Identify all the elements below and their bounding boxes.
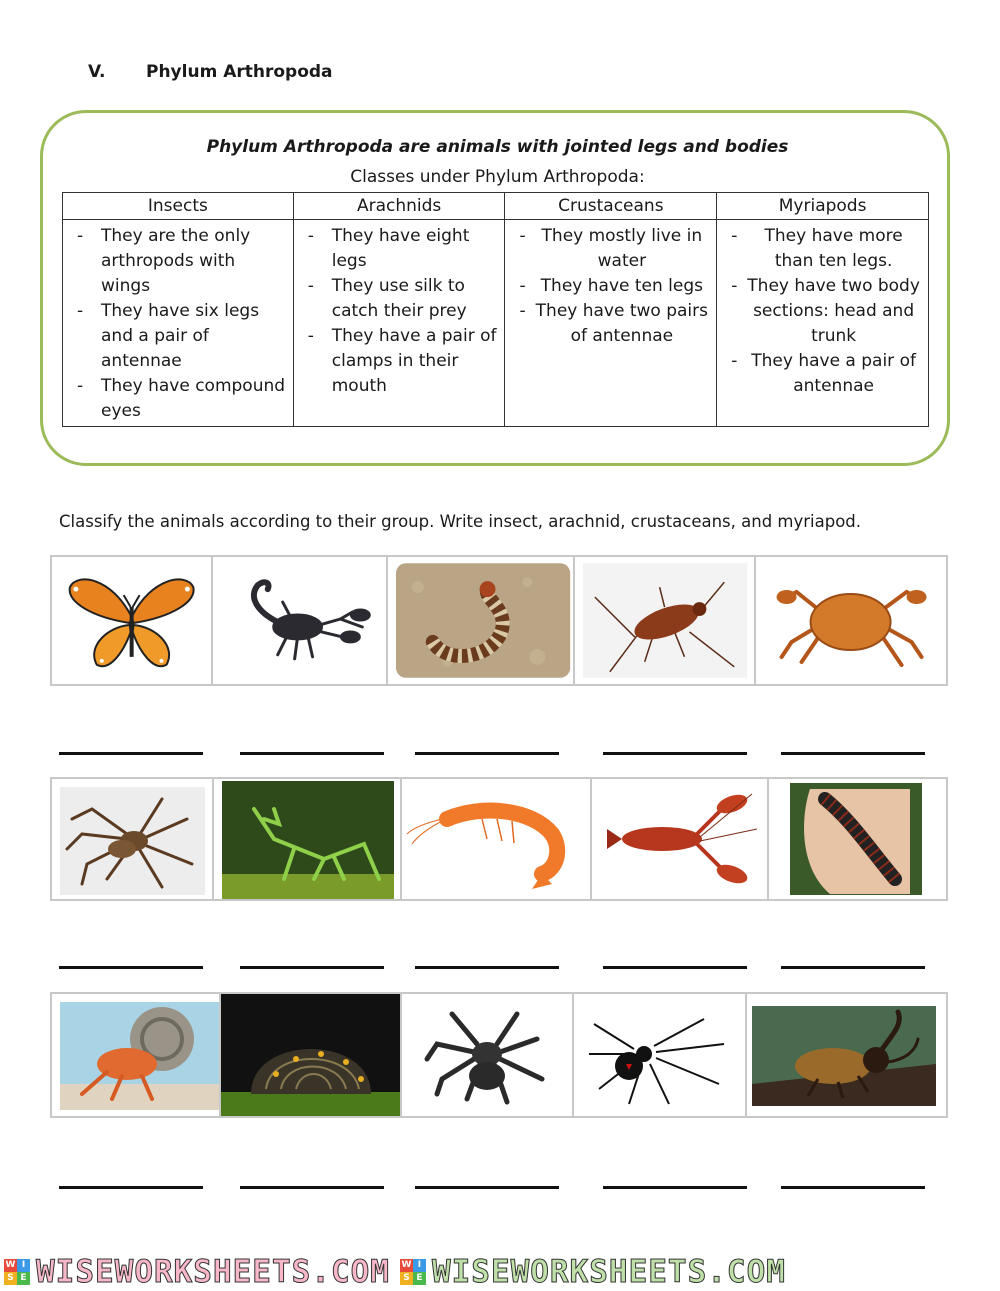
- fact-item: - They have a pair of antennae: [721, 349, 924, 399]
- cockroach-image: [575, 557, 756, 684]
- instruction-text: Classify the animals according to their group. Write insect, arachnid, crustaceans, and myriapod.: [59, 512, 862, 531]
- fact-item: - They have compound eyes: [67, 374, 289, 424]
- column-header-insects: Insects: [63, 193, 294, 220]
- answer-line[interactable]: [59, 752, 203, 755]
- section-number: V.: [88, 62, 106, 82]
- black-widow-spider-image: [574, 994, 747, 1116]
- logo-letter: E: [17, 1272, 30, 1285]
- logo-letter: E: [413, 1272, 426, 1285]
- fact-item: - They have ten legs: [509, 274, 712, 299]
- millipede-image: [769, 779, 944, 899]
- classes-table: [62, 192, 929, 427]
- logo-letter: I: [17, 1259, 30, 1272]
- lobster-image: [592, 779, 769, 899]
- logo-letter: S: [400, 1272, 413, 1285]
- crustaceans-facts: [505, 220, 717, 427]
- logo-letter: I: [413, 1259, 426, 1272]
- watermark: [400, 1254, 786, 1290]
- answer-line[interactable]: [781, 1186, 925, 1189]
- answer-line[interactable]: [415, 966, 559, 969]
- watermark-footer: [0, 1252, 1000, 1291]
- butterfly-image: [52, 557, 213, 684]
- watermark: [4, 1254, 390, 1290]
- animal-row-3: [50, 992, 948, 1118]
- fact-item: - They have eight legs: [298, 224, 501, 274]
- tarantula-image: [402, 994, 574, 1116]
- fact-item: - They have two pairs of antennae: [509, 299, 712, 349]
- arachnids-facts: [293, 220, 505, 427]
- answer-line[interactable]: [781, 752, 925, 755]
- rhinoceros-beetle-image: [747, 994, 940, 1116]
- scorpion-image: [213, 557, 387, 684]
- answer-line[interactable]: [415, 1186, 559, 1189]
- answer-line[interactable]: [603, 1186, 747, 1189]
- answer-line[interactable]: [59, 1186, 203, 1189]
- wiseworksheets-logo-icon: [400, 1259, 426, 1285]
- fact-item: - They are the only arthropods with wings: [67, 224, 289, 299]
- column-header-crustaceans: Crustaceans: [505, 193, 717, 220]
- pill-millipede-image: [221, 994, 402, 1116]
- answer-line[interactable]: [59, 966, 203, 969]
- answer-line[interactable]: [603, 752, 747, 755]
- watermark-text: WISEWORKSHEETS.COM: [431, 1253, 786, 1290]
- logo-letter: W: [5, 1259, 16, 1270]
- fact-item: - They mostly live in water: [509, 224, 712, 274]
- insects-facts: [63, 220, 294, 427]
- hermit-crab-image: [52, 994, 221, 1116]
- answer-line[interactable]: [415, 752, 559, 755]
- answer-line[interactable]: [781, 966, 925, 969]
- answer-line[interactable]: [240, 966, 384, 969]
- fact-item: - They have two body sections: head and trunk: [721, 274, 924, 349]
- answer-line[interactable]: [240, 1186, 384, 1189]
- answer-line[interactable]: [603, 966, 747, 969]
- info-box-heading: Phylum Arthropoda are animals with jointed legs and bodies: [206, 137, 789, 157]
- myriapods-facts: [717, 220, 929, 427]
- column-header-arachnids: Arachnids: [293, 193, 505, 220]
- crab-image: [756, 557, 946, 684]
- column-header-myriapods: Myriapods: [717, 193, 929, 220]
- animal-row-2: [50, 777, 948, 901]
- praying-mantis-image: [214, 779, 402, 899]
- fact-item: - They have six legs and a pair of antennae: [67, 299, 289, 374]
- fact-item: - They have a pair of clamps in their mouth: [298, 324, 501, 399]
- section-title: Phylum Arthropoda: [146, 62, 333, 82]
- logo-letter: W: [401, 1259, 412, 1270]
- wolf-spider-image: [52, 779, 214, 899]
- watermark-text: WISEWORKSHEETS.COM: [36, 1253, 390, 1290]
- centipede-image: [388, 557, 575, 684]
- answer-line[interactable]: [240, 752, 384, 755]
- fact-item: - They use silk to catch their prey: [298, 274, 501, 324]
- animal-row-1: [50, 555, 948, 686]
- shrimp-image: [402, 779, 592, 899]
- info-box-subheading: Classes under Phylum Arthropoda:: [350, 167, 645, 187]
- fact-item: - They have more than ten legs.: [721, 224, 924, 274]
- logo-letter: S: [4, 1272, 17, 1285]
- wiseworksheets-logo-icon: [4, 1259, 30, 1285]
